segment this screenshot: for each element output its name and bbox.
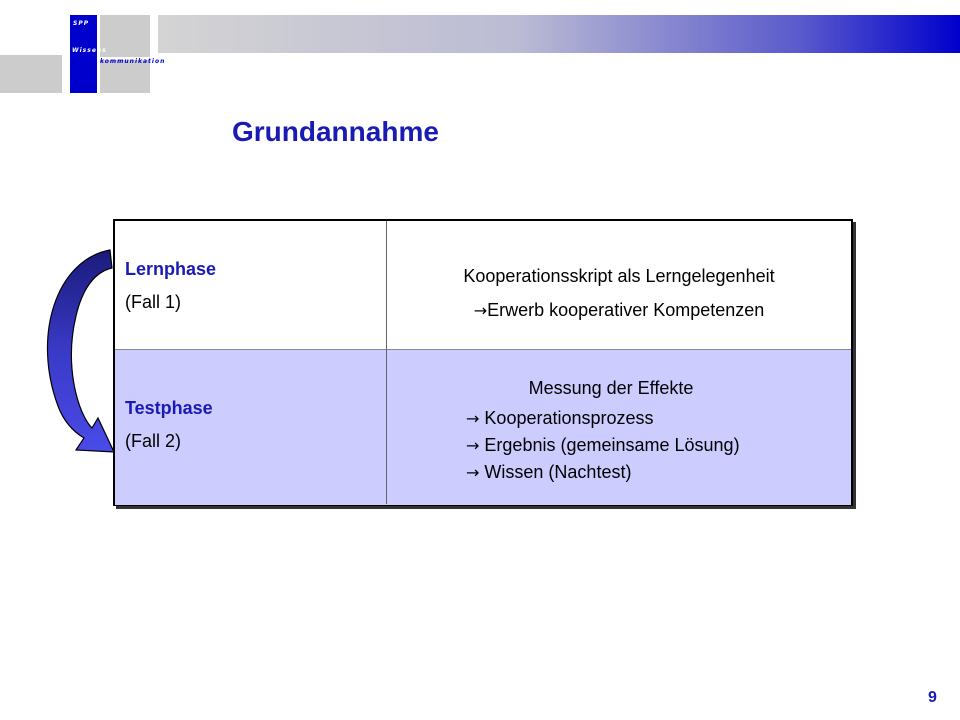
phase-table xyxy=(113,219,853,506)
logo-spp-text: SPP xyxy=(73,20,90,27)
result-item: → Kooperationsprozess xyxy=(466,408,654,428)
description-cell xyxy=(387,371,851,486)
result-item: → Ergebnis (gemeinsame Lösung) xyxy=(466,435,740,455)
right-arrow-icon: → xyxy=(466,409,480,428)
logo-wissens-text: Wissens xyxy=(72,47,107,54)
slide-title: Grundannahme xyxy=(232,116,439,147)
phase-cell xyxy=(125,398,213,452)
header-gradient-bar xyxy=(158,15,960,53)
description-text: Kooperationsskript als Lerngelegenheit xyxy=(463,266,775,286)
case-label: (Fall 1) xyxy=(125,292,182,312)
logo-kommunikation-text: kommunikation xyxy=(100,58,166,65)
phase-cell xyxy=(125,259,216,313)
description-text: Messung der Effekte xyxy=(528,378,694,398)
curved-arrow-icon xyxy=(36,246,116,476)
result-item: →Erwerb kooperativer Kompetenzen xyxy=(473,300,765,320)
logo-block-blue-bottom xyxy=(70,57,97,93)
phase-label: Testphase xyxy=(125,398,213,418)
case-label: (Fall 2) xyxy=(125,431,182,451)
page-number: 9 xyxy=(928,689,937,706)
phase-label: Lernphase xyxy=(125,259,217,279)
right-arrow-icon: → xyxy=(473,301,488,320)
logo-block-gray xyxy=(0,55,62,93)
right-arrow-icon: → xyxy=(466,463,480,482)
result-item: → Wissen (Nachtest) xyxy=(466,462,632,482)
description-cell xyxy=(387,259,851,328)
right-arrow-icon: → xyxy=(466,436,480,455)
logo-block-gray-top xyxy=(100,15,150,57)
